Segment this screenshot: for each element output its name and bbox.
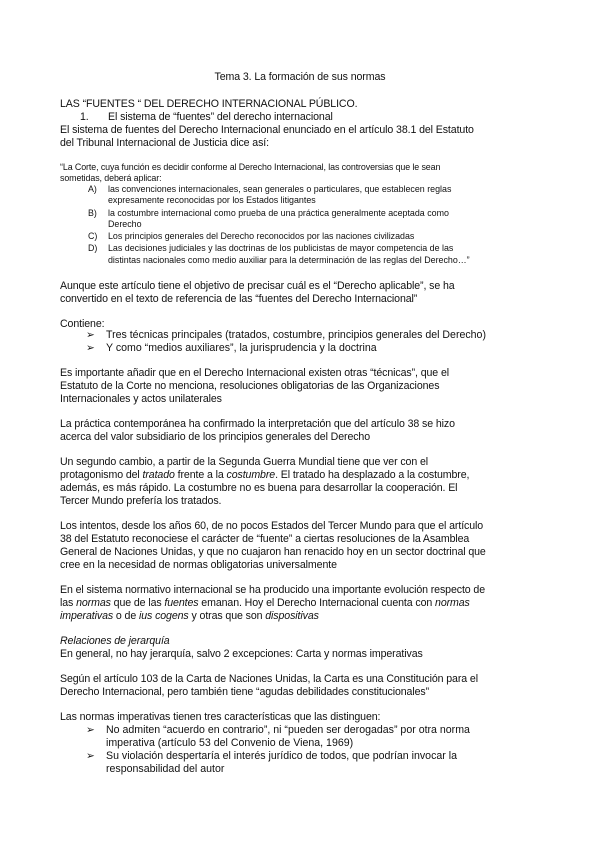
arrow-bullet-icon: ➢ xyxy=(86,724,95,736)
paragraph-line: Es importante añadir que en el Derecho Internacional existen otras “técnicas”, que el xyxy=(60,367,449,379)
quote-item-letter: C) xyxy=(88,231,98,241)
quote-item-text: las convenciones internacionales, sean generales o particulares, que establecen reglas xyxy=(108,184,452,194)
quote-item-text: la costumbre internacional como prueba de una práctica generalmente aceptada como xyxy=(108,208,449,218)
paragraph-line: La práctica contemporánea ha confirmado la interpretación que del artículo 38 se hizo xyxy=(60,418,455,430)
paragraph-line: además, es más rápido. La costumbre no es buena para desarrollar la cooperación. El xyxy=(60,482,458,494)
list-item: Y como “medios auxiliares”, la jurisprudencia y la doctrina xyxy=(106,342,377,354)
quote-item-letter: A) xyxy=(88,184,97,194)
paragraph-line: las normas que de las fuentes emanan. Hoy el Derecho Internacional cuenta con normas xyxy=(60,597,470,609)
paragraph-line: cree en la necesidad de normas obligatorias universalmente xyxy=(60,559,337,571)
paragraph-line: Estatuto de la Corte no menciona, resoluciones obligatorias de las Organizaciones xyxy=(60,380,440,392)
quote-item-text: Derecho xyxy=(108,219,142,229)
emphasis: imperativas xyxy=(60,610,114,622)
emphasis: costumbre xyxy=(226,469,276,481)
emphasis: ius cogens xyxy=(138,610,189,622)
paragraph-line: Tercer Mundo prefería los tratados. xyxy=(60,495,222,507)
emphasis: fuentes xyxy=(164,597,199,609)
section-heading: LAS “FUENTES “ DEL DERECHO INTERNACIONAL PÚBLICO. xyxy=(60,98,358,110)
list-item: Su violación despertaría el interés jurídico de todos, que podrían invocar la xyxy=(106,750,457,762)
quote-item-letter: B) xyxy=(88,208,97,218)
arrow-bullet-icon: ➢ xyxy=(86,750,95,762)
subsection-title: Relaciones de jerarquía xyxy=(60,635,170,647)
quote-item-text: distintas nacionales como medio auxiliar para la determinación de las reglas del Derecho…” xyxy=(108,255,470,265)
emphasis: tratado xyxy=(142,469,175,481)
quote-item-text: expresamente reconocidas por los Estados litigantes xyxy=(108,195,316,205)
quote-item-text: Las decisiones judiciales y las doctrinas de los publicistas de mayor competencia de las xyxy=(108,243,454,253)
paragraph-line: Derecho Internacional, pero también tiene “agudas debilidades constitucionales” xyxy=(60,686,430,698)
paragraph-line: protagonismo del tratado frente a la costumbre. El tratado ha desplazado a la costumbre, xyxy=(60,469,470,481)
section-title: El sistema de “fuentes” del derecho internacional xyxy=(108,111,333,123)
quote-item-text: Los principios generales del Derecho reconocidos por las naciones civilizadas xyxy=(108,231,415,241)
emphasis: dispositivas xyxy=(265,610,319,622)
intro-line: del Tribunal Internacional de Justicia dice así: xyxy=(60,137,269,149)
list-item: Tres técnicas principales (tratados, costumbre, principios generales del Derecho) xyxy=(106,329,486,341)
paragraph-line: Según el artículo 103 de la Carta de Naciones Unidas, la Carta es una Constitución para el xyxy=(60,673,478,685)
paragraph-line: En el sistema normativo internacional se ha producido una importante evolución respecto de xyxy=(60,584,486,596)
paragraph-line: 38 del Estatuto reconociese el carácter de “fuente” a ciertas resoluciones de la Asamblea xyxy=(60,533,470,545)
paragraph-line: acerca del valor subsidiario de los principios generales del Derecho xyxy=(60,431,371,443)
paragraph-line: General de Naciones Unidas, y que no cuajaron han renacido hoy en un sector doctrinal que xyxy=(60,546,486,558)
list-label: Las normas imperativas tienen tres características que las distinguen: xyxy=(60,711,381,723)
page-title: Tema 3. La formación de sus normas xyxy=(214,71,386,83)
emphasis: normas xyxy=(76,597,111,609)
intro-line: El sistema de fuentes del Derecho Internacional enunciado en el artículo 38.1 del Estatuto xyxy=(60,124,474,136)
quote-line: “La Corte, cuya función es decidir conforme al Derecho Internacional, las controversias que le sean xyxy=(60,162,441,172)
paragraph-line: imperativas o de ius cogens y otras que son dispositivas xyxy=(60,610,319,622)
paragraph-line: En general, no hay jerarquía, salvo 2 excepciones: Carta y normas imperativas xyxy=(60,648,423,660)
list-item: imperativa (artículo 53 del Convenio de Viena, 1969) xyxy=(106,737,354,749)
list-label: Contiene: xyxy=(60,318,105,330)
section-number: 1. xyxy=(80,111,89,123)
paragraph-line: convertido en el texto de referencia de las “fuentes del Derecho Internacional” xyxy=(60,293,418,305)
quote-item-letter: D) xyxy=(88,243,98,253)
paragraph-line: Un segundo cambio, a partir de la Segunda Guerra Mundial tiene que ver con el xyxy=(60,456,429,468)
paragraph-line: Internacionales y actos unilaterales xyxy=(60,393,222,405)
emphasis: normas xyxy=(435,597,470,609)
quote-line: sometidas, deberá aplicar: xyxy=(60,173,162,183)
paragraph-line: Aunque este artículo tiene el objetivo de precisar cuál es el “Derecho aplicable”, se ha xyxy=(60,280,455,292)
arrow-bullet-icon: ➢ xyxy=(86,329,95,341)
arrow-bullet-icon: ➢ xyxy=(86,342,95,354)
list-item: responsabilidad del autor xyxy=(106,763,225,775)
paragraph-line: Los intentos, desde los años 60, de no pocos Estados del Tercer Mundo para que el artículo xyxy=(60,520,484,532)
list-item: No admiten “acuerdo en contrario”, ni “pueden ser derogadas” por otra norma xyxy=(106,724,470,736)
